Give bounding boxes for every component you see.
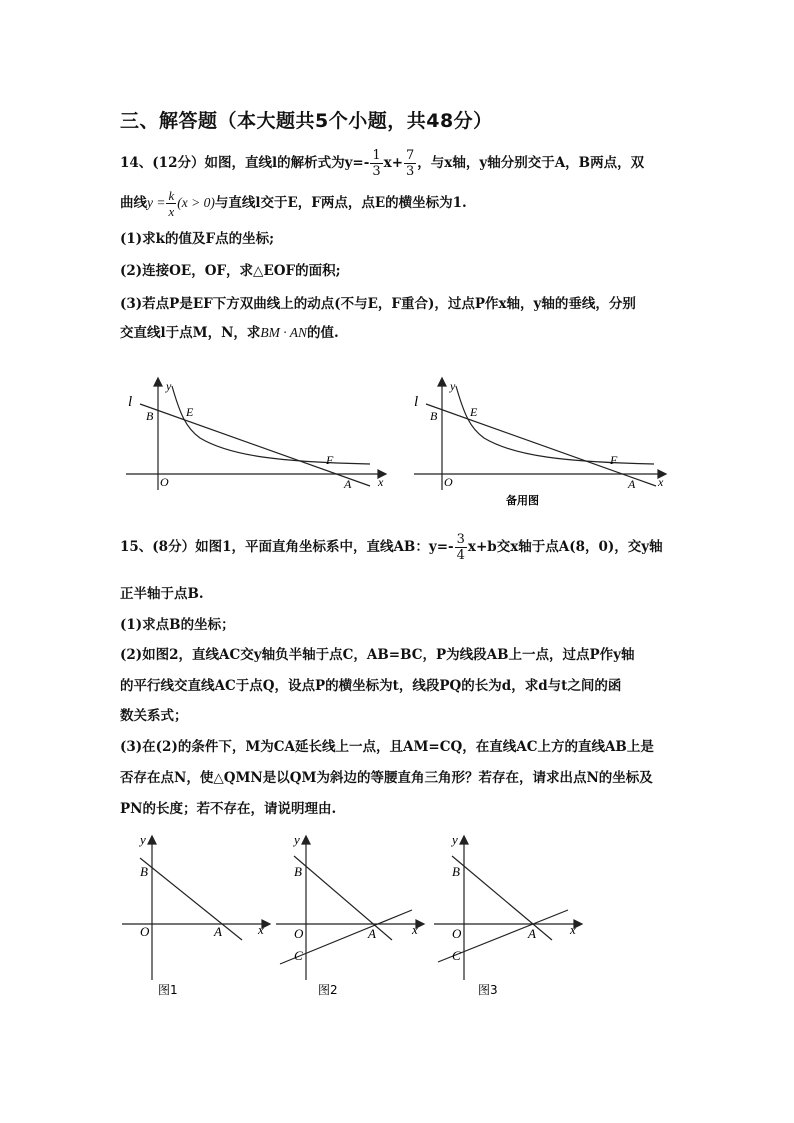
svg-text:O: O	[294, 926, 304, 941]
label-O: O	[160, 475, 169, 489]
label-B: B	[146, 409, 154, 423]
figure-3-caption: 图3	[478, 983, 498, 997]
q14-fraction-1-3: $\frac{1}{3}$	[372, 148, 381, 179]
svg-text:A: A	[214, 924, 222, 939]
svg-text:y: y	[450, 379, 456, 393]
label-A: A	[344, 477, 352, 491]
label-y: y	[166, 379, 172, 393]
q14-mid: x+	[383, 155, 404, 171]
q15-intro-pre: 15、(8分）如图1，平面直角坐标系中，直线AB：y=-	[120, 539, 454, 555]
q15-line-2: 正半轴于点B.	[120, 586, 204, 602]
svg-text:l: l	[414, 394, 419, 410]
q14-fraction-k-x: $\frac{k}{x}$	[168, 188, 175, 219]
q15-part-2-line-2: 的平行线交直线AC于点Q，设点P的横坐标为t，线段PQ的长为d，求d与t之间的函	[120, 678, 622, 694]
label-l: l	[128, 394, 133, 410]
y-axis-arrow	[154, 378, 162, 386]
q14-part-1: (1)求k的值及F点的坐标;	[120, 231, 275, 247]
svg-text:x: x	[258, 922, 264, 937]
svg-text:A: A	[628, 477, 636, 491]
svg-text:E: E	[470, 405, 478, 419]
svg-text:x: x	[412, 922, 418, 937]
q14-figure-2	[408, 372, 678, 510]
q15-fraction-3-4: $\frac{3}{4}$	[456, 532, 465, 563]
q15-figure-1	[118, 828, 274, 1004]
q14-line-2	[120, 188, 467, 219]
q14-fraction-7-3: $\frac{7}{3}$	[406, 148, 415, 179]
spare-figure-caption: 备用图	[506, 494, 539, 507]
svg-text:C: C	[294, 948, 303, 963]
q14-bm-an-expression: BM · AN	[260, 325, 308, 340]
figure-1-caption: 图1	[158, 983, 178, 997]
svg-text:C: C	[452, 948, 461, 963]
label-x: x	[378, 475, 384, 489]
svg-text:O: O	[452, 926, 462, 941]
svg-text:O: O	[140, 924, 150, 939]
hyperbola	[172, 386, 370, 464]
svg-text:F: F	[610, 453, 618, 467]
q14-part-2: (2)连接OE，OF，求△EOF的面积;	[120, 263, 341, 279]
svg-text:x: x	[658, 475, 664, 489]
q14-intro-post: ，与x轴，y轴分别交于A，B两点，双	[417, 155, 645, 171]
q15-part-3-line-1: (3)在(2)的条件下，M为CA延长线上一点，且AM=CQ，在直线AC上方的直线AB上是	[120, 739, 654, 755]
q14-part-3-line-2: 交直线l于点M，N，求BM · AN的值.	[120, 325, 339, 341]
q14-hyperbola-condition: (x > 0)	[177, 195, 215, 210]
svg-text:y: y	[140, 832, 146, 847]
q15-part-1: (1)求点B的坐标；	[120, 617, 235, 633]
label-F: F	[326, 453, 334, 467]
svg-text:y: y	[452, 832, 458, 847]
svg-text:B: B	[430, 409, 438, 423]
q15-intro-post: x+b交x轴于点A(8，0)，交y轴	[467, 539, 663, 555]
q15-part-3-line-2: 否存在点N，使△QMN是以QM为斜边的等腰直角三角形？若存在，请求出点N的坐标及	[120, 770, 653, 786]
figure-2-caption: 图2	[318, 983, 338, 997]
q14-intro-pre: 14、(12分）如图，直线l的解析式为y=-	[120, 155, 370, 171]
svg-text:B: B	[294, 864, 302, 879]
label-E: E	[186, 405, 194, 419]
q15-part-2-line-3: 数关系式；	[120, 708, 188, 724]
q14-line2-pre: 曲线	[120, 195, 147, 211]
q15-figure-2	[272, 828, 428, 1004]
q15-part-2-line-1: (2)如图2，直线AC交y轴负半轴于点C，AB=BC，P为线段AB上一点，过点P作y轴	[120, 647, 635, 663]
svg-text:A: A	[368, 926, 376, 941]
q15-figure-3	[430, 828, 586, 1004]
svg-text:B: B	[140, 864, 148, 879]
svg-text:x: x	[570, 922, 576, 937]
q14-figure-1	[120, 372, 390, 494]
q14-line-1	[120, 148, 644, 179]
svg-text:B: B	[452, 864, 460, 879]
q14-hyperbola-y: y =	[147, 195, 166, 210]
q14-line2-post: 与直线l交于E，F两点，点E的横坐标为1.	[214, 195, 467, 211]
q15-part-3-line-3: PN的长度；若不存在，请说明理由.	[120, 801, 337, 817]
svg-text:y: y	[294, 832, 300, 847]
q14-part-3-line-1: (3)若点P是EF下方双曲线上的动点(不与E，F重合)，过点P作x轴，y轴的垂线，分别	[120, 296, 636, 312]
svg-text:A: A	[528, 926, 536, 941]
section-title: 三、解答题（本大题共5个小题，共48分）	[120, 110, 493, 132]
q15-line-1	[120, 532, 663, 563]
svg-text:O: O	[444, 475, 453, 489]
